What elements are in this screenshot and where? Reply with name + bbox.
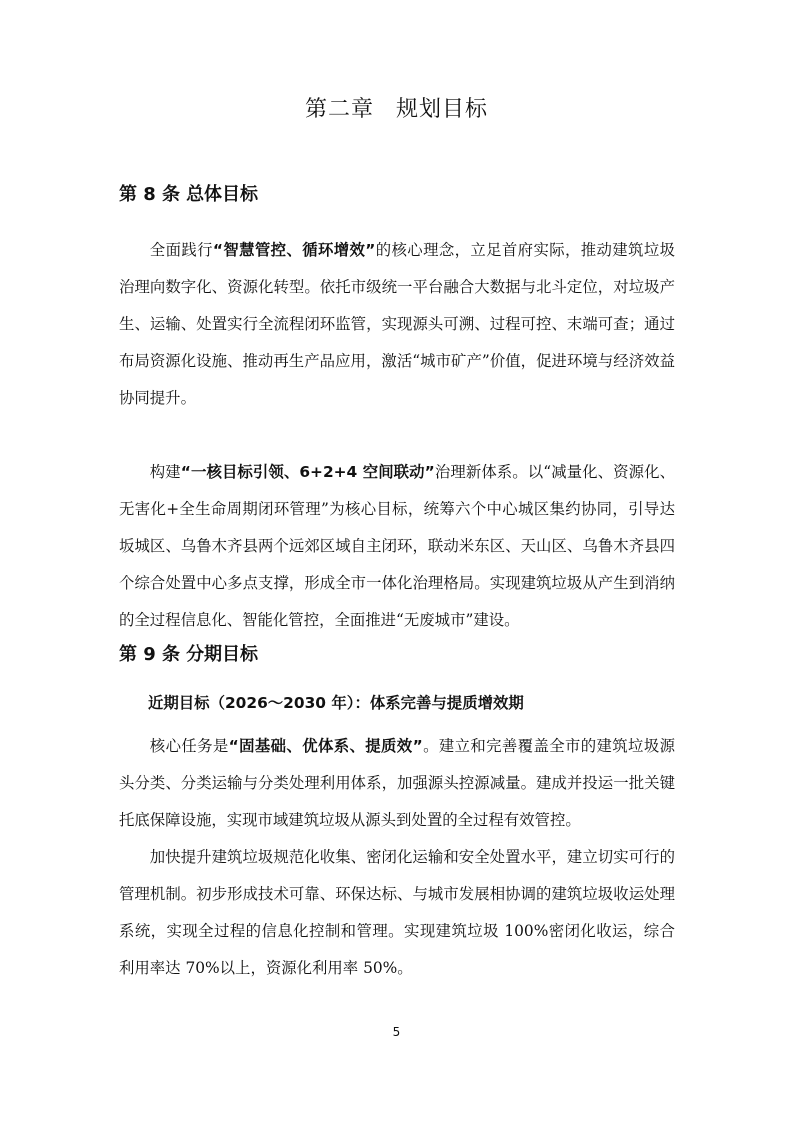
chapter-name: 规划目标 xyxy=(396,97,489,122)
near-term-goal-heading: 近期目标（2026～2030 年）：体系完善与提质增效期 xyxy=(148,694,524,712)
article-9-title: 分期目标 xyxy=(186,644,259,665)
emphasis-text: “智慧管控、循环增效” xyxy=(212,241,376,259)
article-8-title: 总体目标 xyxy=(186,184,259,205)
article-8-paragraph-2: 构建“一核目标引领、6+2+4 空间联动”治理新体系。以“减量化、资源化、无害化+全生命周期闭环管理”为核心目标，统筹六个中心城区集约协同，引导达坂城区、乌鲁木齐县两个远郊区域自主闭环，联动米东区、天山区、乌鲁木齐县四个综合处置中心多点支撑，形成全市一体化治理格局。实现建筑垃圾从产生到消纳的全过程信息化、智能化管控，全面推进“无废城市”建设。 xyxy=(119,463,675,629)
article-8-paragraph-1: 全面践行“智慧管控、循环增效”的核心理念，立足首府实际，推动建筑垃圾治理向数字化、资源化转型。依托市级统一平台融合大数据与北斗定位，对垃圾产生、运输、处置实行全流程闭环监管，实现源头可溯、过程可控、末端可查；通过布局资源化设施、推动再生产品应用，激活“城市矿产”价值，促进环境与经济效益协同提升。 xyxy=(119,241,675,407)
article-9-number: 第 9 条 xyxy=(119,644,181,665)
article-9-heading xyxy=(119,640,258,666)
chapter-number: 第二章 xyxy=(304,97,374,122)
emphasis-text: “一核目标引领、6+2+4 空间联动” xyxy=(180,463,435,481)
article-8-heading xyxy=(119,180,258,206)
chapter-title xyxy=(0,92,793,123)
article-8-number: 第 8 条 xyxy=(119,184,181,205)
article-9-paragraph-2: 加快提升建筑垃圾规范化收集、密闭化运输和安全处置水平，建立切实可行的管理机制。初步形成技术可靠、环保达标、与城市发展相协调的建筑垃圾收运处理系统，实现全过程的信息化控制和管理。实现建筑垃圾 100%密闭化收运，综合利用率达 70%以上，资源化利用率 50%。 xyxy=(119,848,675,977)
emphasis-text: “固基础、优体系、提质效” xyxy=(228,737,423,755)
article-9-paragraph-1: 核心任务是“固基础、优体系、提质效”。建立和完善覆盖全市的建筑垃圾源头分类、分类运输与分类处理利用体系，加强源头控源减量。建成并投运一批关键托底保障设施，实现市域建筑垃圾从源头到处置的全过程有效管控。 xyxy=(119,737,675,829)
page-number: 5 xyxy=(392,1025,401,1039)
